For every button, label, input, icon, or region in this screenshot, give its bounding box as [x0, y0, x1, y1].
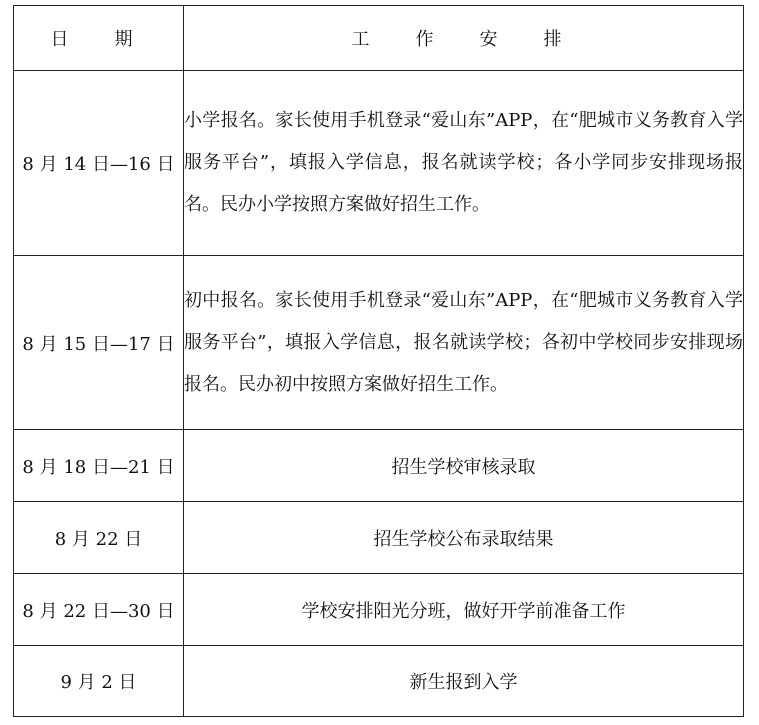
header-date: 日 期 — [14, 6, 184, 71]
header-row — [14, 6, 744, 71]
table-row — [14, 502, 744, 574]
row-work: 初中报名。家长使用手机登录“爱山东”APP，在“肥城市义务教育入学服务平台”，填报入学信息，报名就读学校；各初中学校同步安排现场报名。民办初中按照方案做好招生工作。 — [184, 256, 744, 430]
table-row — [14, 256, 744, 430]
row-work: 招生学校审核录取 — [184, 430, 744, 502]
table-row — [14, 71, 744, 256]
row-work: 招生学校公布录取结果 — [184, 502, 744, 574]
row-date: 8 月 14 日—16 日 — [14, 71, 184, 256]
schedule-table — [13, 5, 744, 717]
row-work: 学校安排阳光分班，做好开学前准备工作 — [184, 574, 744, 646]
header-work: 工 作 安 排 — [184, 6, 744, 71]
table-row — [14, 430, 744, 502]
row-date: 8 月 18 日—21 日 — [14, 430, 184, 502]
row-date: 8 月 22 日—30 日 — [14, 574, 184, 646]
row-date: 8 月 22 日 — [14, 502, 184, 574]
row-work: 新生报到入学 — [184, 646, 744, 717]
row-date: 9 月 2 日 — [14, 646, 184, 717]
table-row — [14, 646, 744, 717]
row-date: 8 月 15 日—17 日 — [14, 256, 184, 430]
table-row — [14, 574, 744, 646]
row-work: 小学报名。家长使用手机登录“爱山东”APP，在“肥城市义务教育入学服务平台”，填报入学信息，报名就读学校；各小学同步安排现场报名。民办小学按照方案做好招生工作。 — [184, 71, 744, 256]
